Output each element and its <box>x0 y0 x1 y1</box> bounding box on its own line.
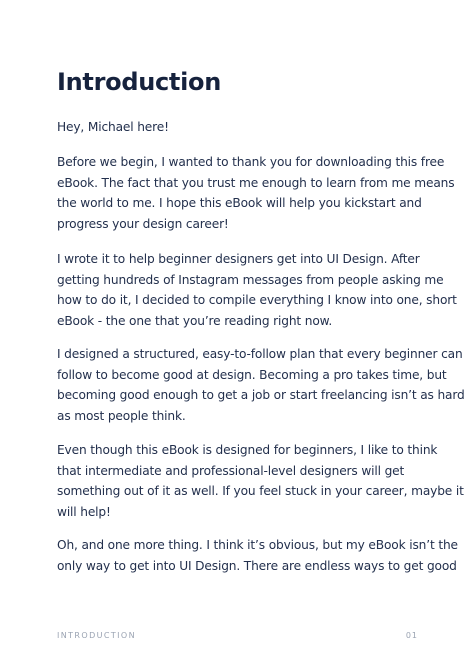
paragraph-line: progress your design career! <box>57 216 229 231</box>
paragraph-line: will help! <box>57 504 111 519</box>
paragraph-closing <box>57 535 458 576</box>
paragraph-line: Even though this eBook is designed for beginners, I like to think <box>57 443 438 457</box>
paragraph-line: I wrote it to help beginner designers get into UI Design. After <box>57 252 420 266</box>
paragraph-line: that intermediate and professional-level designers will get <box>57 463 405 478</box>
paragraph-line: something out of it as well. If you feel stuck in your career, maybe it <box>57 484 464 499</box>
paragraph-line: only way to get into UI Design. There are endless ways to get good <box>57 558 457 573</box>
paragraph-line: Oh, and one more thing. I think it’s obvious, but my eBook isn’t the <box>57 538 458 552</box>
footer-page-number: 01 <box>405 631 418 640</box>
paragraph-purpose <box>57 249 457 331</box>
paragraph-thanks <box>57 152 455 234</box>
paragraph-line: how to do it, I decided to compile everything I know into one, short <box>57 293 457 308</box>
paragraph-line: eBook - the one that you’re reading right now. <box>57 313 333 328</box>
paragraph-line: as most people think. <box>57 408 186 423</box>
paragraph-line: I designed a structured, easy-to-follow plan that every beginner can <box>57 347 463 361</box>
paragraph-line: Before we begin, I wanted to thank you for downloading this free <box>57 155 445 169</box>
paragraph-line: eBook. The fact that you trust me enough to learn from me means <box>57 175 455 190</box>
paragraph-line: becoming good enough to get a job or start freelancing isn’t as hard <box>57 388 465 403</box>
page-title: Introduction <box>57 68 221 96</box>
paragraph-line: follow to become good at design. Becoming a pro takes time, but <box>57 367 447 382</box>
footer-section-label: INTRODUCTION <box>57 631 137 640</box>
paragraph-line: getting hundreds of Instagram messages from people asking me <box>57 272 444 287</box>
paragraph-audience <box>57 440 464 522</box>
greeting-line: Hey, Michael here! <box>57 120 169 134</box>
greeting-paragraph <box>57 117 422 138</box>
paragraph-plan <box>57 344 465 426</box>
paragraph-line: the world to me. I hope this eBook will help you kickstart and <box>57 196 422 211</box>
